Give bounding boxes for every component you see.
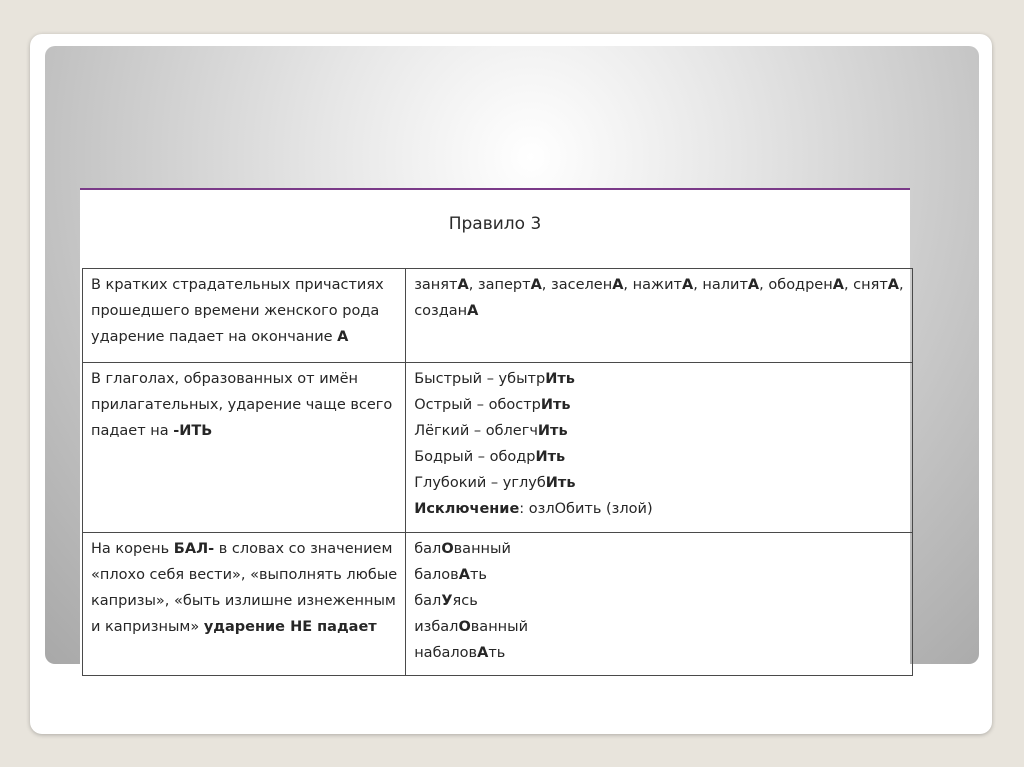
example-line xyxy=(414,640,903,666)
text-segment: , нажит xyxy=(623,277,682,293)
rule-text-line xyxy=(91,614,397,640)
text-segment: , заперт xyxy=(468,277,531,293)
text-segment: , налит xyxy=(693,277,748,293)
text-segment: избал xyxy=(414,619,459,635)
stressed-text: БАЛ- xyxy=(173,541,215,557)
stressed-text: Ить xyxy=(545,371,575,387)
text-segment: Глубокий – углуб xyxy=(414,475,546,491)
stressed-text: А xyxy=(457,277,469,293)
stressed-text: А xyxy=(887,277,900,293)
text-segment: , xyxy=(899,277,904,293)
stressed-text: У xyxy=(441,593,453,609)
rule-text-line xyxy=(91,298,397,324)
example-line xyxy=(414,496,903,522)
stressed-text: А xyxy=(467,303,479,319)
rule-cell xyxy=(83,269,406,363)
text-segment: В глаголах, образованных от имён xyxy=(91,371,358,387)
example-line xyxy=(414,536,903,562)
text-segment: , заселен xyxy=(541,277,613,293)
text-segment: капризы», «быть излишне изнеженным xyxy=(91,593,396,609)
text-segment: Бодрый – ободр xyxy=(414,449,536,465)
examples-cell xyxy=(406,363,912,533)
text-segment: прилагательных, ударение чаще всего xyxy=(91,397,393,413)
stressed-text: ударение НЕ падает xyxy=(203,619,377,635)
text-segment: В кратких страдательных причастиях xyxy=(91,277,384,293)
text-segment: набалов xyxy=(414,645,478,661)
text-segment: в словах со значением xyxy=(214,541,393,557)
stressed-text: А xyxy=(530,277,542,293)
rule-title: Правило 3 xyxy=(448,214,542,234)
example-line xyxy=(414,392,903,418)
rule-text-line xyxy=(91,536,397,562)
text-segment: создан xyxy=(414,303,468,319)
example-line xyxy=(414,298,903,324)
stressed-text: Ить xyxy=(540,397,571,413)
text-segment: ударение падает на окончание xyxy=(91,329,338,345)
example-line xyxy=(414,588,903,614)
stressed-text: О xyxy=(441,541,454,557)
text-segment: Быстрый – убытр xyxy=(414,371,546,387)
text-segment: ть xyxy=(469,567,487,583)
stressed-text: А xyxy=(612,277,624,293)
example-line xyxy=(414,614,903,640)
text-segment: «плохо себя вести», «выполнять любые xyxy=(91,567,398,583)
rule-cell xyxy=(83,363,406,533)
stressed-text: А xyxy=(832,277,844,293)
stressed-text: Ить xyxy=(537,423,568,439)
stressed-text: -ИТЬ xyxy=(173,423,213,439)
stressed-text: А xyxy=(477,645,489,661)
examples-cell xyxy=(406,269,912,363)
example-line xyxy=(414,418,903,444)
text-segment: балов xyxy=(414,567,459,583)
text-segment: ясь xyxy=(452,593,478,609)
text-segment: бал xyxy=(414,541,442,557)
text-segment: ванный xyxy=(470,619,529,635)
examples-cell xyxy=(406,533,912,676)
text-segment: падает на xyxy=(91,423,174,439)
example-line xyxy=(414,562,903,588)
text-segment: прошедшего времени женского рода xyxy=(91,303,380,319)
text-segment: Острый – обостр xyxy=(414,397,541,413)
table-row xyxy=(83,363,913,533)
stressed-text: О xyxy=(458,619,471,635)
rule-text-line xyxy=(91,324,397,350)
stressed-text: А xyxy=(747,277,760,293)
accent-line xyxy=(80,188,910,190)
text-segment: , снят xyxy=(843,277,888,293)
example-line xyxy=(414,444,903,470)
text-segment: занят xyxy=(414,277,458,293)
example-line xyxy=(414,470,903,496)
table-row xyxy=(83,533,913,676)
example-line xyxy=(414,366,903,392)
table-row xyxy=(83,269,913,363)
text-segment: бал xyxy=(414,593,442,609)
rule-text-line xyxy=(91,272,397,298)
stressed-text: Ить xyxy=(535,449,566,465)
rules-table xyxy=(82,268,913,676)
text-segment: ть xyxy=(488,645,506,661)
rule-text-line xyxy=(91,366,397,392)
text-segment: Лёгкий – облегч xyxy=(414,423,538,439)
rule-card xyxy=(80,188,910,676)
rule-text-line xyxy=(91,392,397,418)
rule-text-line xyxy=(91,418,397,444)
example-line xyxy=(414,272,903,298)
stressed-text: А xyxy=(681,277,694,293)
stressed-text: Исключение xyxy=(414,501,520,517)
text-segment: ванный xyxy=(453,541,511,557)
rule-text-line xyxy=(91,562,397,588)
stressed-text: Ить xyxy=(545,475,576,491)
rule-cell xyxy=(83,533,406,676)
text-segment: , ободрен xyxy=(759,277,833,293)
text-segment: : озлОбить (злой) xyxy=(519,501,653,517)
text-segment: На корень xyxy=(91,541,174,557)
stressed-text: А xyxy=(337,329,349,345)
stressed-text: А xyxy=(458,567,470,583)
text-segment: и капризным» xyxy=(91,619,204,635)
rule-text-line xyxy=(91,588,397,614)
